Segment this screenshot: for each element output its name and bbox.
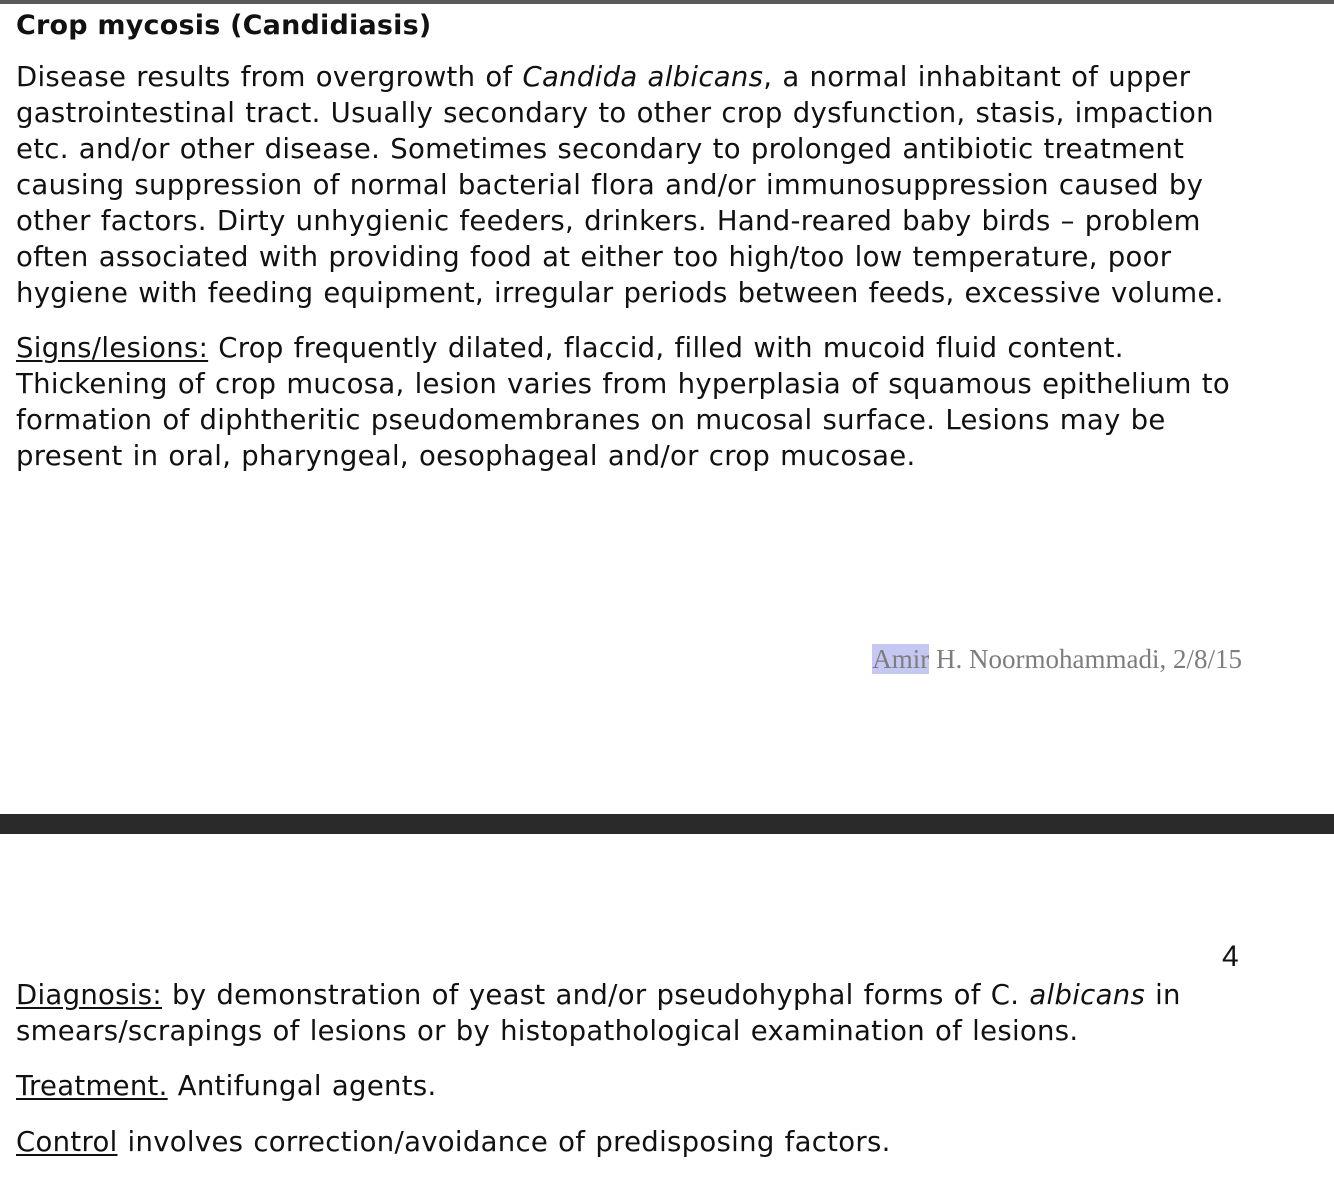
text-line: often associated with providing food at either too high/too low temperature, poor <box>16 241 1172 273</box>
text-line <box>16 330 1276 366</box>
text-line: gastrointestinal tract. Usually secondary to other crop dysfunction, stasis, impaction <box>16 97 1214 129</box>
text-line <box>16 977 1276 1013</box>
text-run: Disease results from overgrowth of <box>16 61 523 93</box>
text-line: formation of diphtheritic pseudomembranes on mucosal surface. Lesions may be <box>16 404 1166 436</box>
text-run: involves correction/avoidance of predisposing factors. <box>117 1126 891 1158</box>
text-run: in <box>1145 979 1181 1011</box>
text-run: , a normal inhabitant of upper <box>763 61 1191 93</box>
selected-text-highlight[interactable]: Amir <box>872 644 930 674</box>
diagnosis-paragraph <box>16 977 1276 1049</box>
species-name: Candida albicans <box>522 61 764 93</box>
document-page <box>0 4 1334 814</box>
text-line: Thickening of crop mucosa, lesion varies from hyperplasia of squamous epithelium to <box>16 368 1230 400</box>
treatment-label: Treatment. <box>16 1070 168 1102</box>
text-line: causing suppression of normal bacterial flora and/or immunosuppression caused by <box>16 169 1204 201</box>
page-separator <box>0 814 1334 834</box>
text-run: by demonstration of yeast and/or pseudohyphal forms of <box>161 979 991 1011</box>
author-annotation[interactable] <box>872 644 1242 675</box>
text-run: Crop frequently dilated, flaccid, filled with mucoid fluid content. <box>208 332 1124 364</box>
text-line: other factors. Dirty unhygienic feeders, drinkers. Hand-reared baby birds – problem <box>16 205 1201 237</box>
page-number: 4 <box>1222 940 1239 973</box>
species-name: albicans <box>1029 979 1146 1011</box>
diagnosis-label: Diagnosis: <box>16 979 162 1011</box>
text-line: present in oral, pharyngeal, oesophageal and/or crop mucosae. <box>16 440 916 472</box>
text-line: etc. and/or other disease. Sometimes secondary to prolonged antibiotic treatment <box>16 133 1185 165</box>
text-line <box>16 59 1276 95</box>
document-page <box>0 834 1334 1178</box>
text-line: hygiene with feeding equipment, irregular periods between feeds, excessive volume. <box>16 277 1224 309</box>
treatment-paragraph <box>16 1068 1276 1104</box>
text-line <box>16 1068 1276 1104</box>
text-run: C. <box>990 979 1030 1011</box>
signs-label: Signs/lesions: <box>16 332 209 364</box>
annotation-text: H. Noormohammadi, 2/8/15 <box>929 644 1242 674</box>
signs-paragraph <box>16 330 1276 474</box>
text-run: Antifungal agents. <box>167 1070 437 1102</box>
section-heading: Crop mycosis (Candidiasis) <box>16 10 432 41</box>
control-label: Control <box>16 1126 118 1158</box>
text-line <box>16 1124 1276 1160</box>
intro-paragraph <box>16 59 1276 311</box>
control-paragraph <box>16 1124 1276 1160</box>
text-line: smears/scrapings of lesions or by histopathological examination of lesions. <box>16 1015 1079 1047</box>
